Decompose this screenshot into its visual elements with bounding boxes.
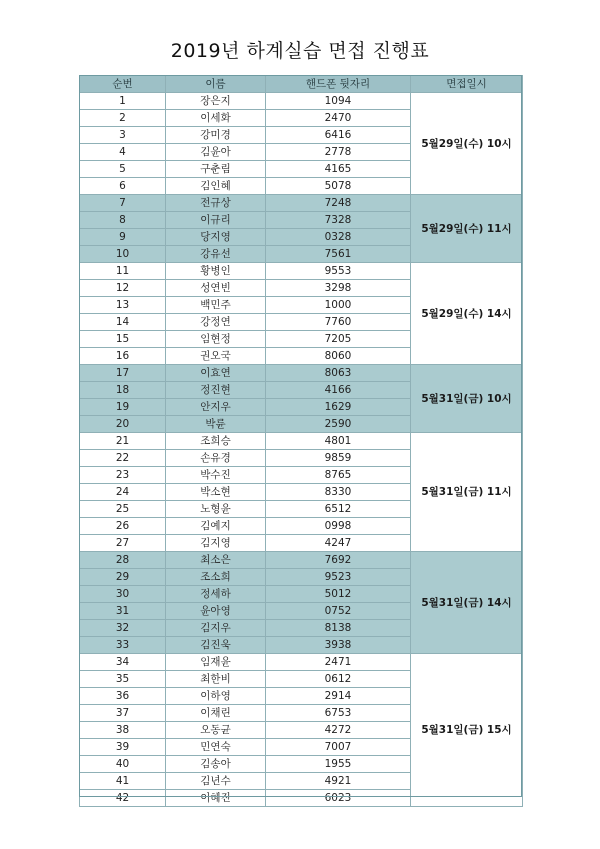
row-number: 16 [80, 348, 166, 365]
row-name: 김인혜 [166, 178, 266, 195]
row-number: 25 [80, 501, 166, 518]
row-phone-last4: 1094 [266, 93, 411, 110]
row-phone-last4: 7692 [266, 552, 411, 569]
table-row [80, 552, 523, 569]
row-number: 13 [80, 297, 166, 314]
col-header-phone: 핸드폰 뒷자리 [266, 76, 411, 93]
row-phone-last4: 7328 [266, 212, 411, 229]
row-name: 안지우 [166, 399, 266, 416]
row-number: 9 [80, 229, 166, 246]
row-phone-last4: 4272 [266, 722, 411, 739]
row-number: 22 [80, 450, 166, 467]
table-row [80, 654, 523, 671]
row-number: 37 [80, 705, 166, 722]
row-number: 2 [80, 110, 166, 127]
row-name: 민연숙 [166, 739, 266, 756]
row-number: 36 [80, 688, 166, 705]
row-number: 4 [80, 144, 166, 161]
row-phone-last4: 8063 [266, 365, 411, 382]
row-number: 33 [80, 637, 166, 654]
row-phone-last4: 4247 [266, 535, 411, 552]
row-phone-last4: 2471 [266, 654, 411, 671]
row-phone-last4: 8060 [266, 348, 411, 365]
row-name: 임재윤 [166, 654, 266, 671]
row-phone-last4: 8330 [266, 484, 411, 501]
col-header-number: 순번 [80, 76, 166, 93]
row-name: 박소현 [166, 484, 266, 501]
row-phone-last4: 2914 [266, 688, 411, 705]
row-name: 이채린 [166, 705, 266, 722]
row-phone-last4: 7007 [266, 739, 411, 756]
row-name: 정진현 [166, 382, 266, 399]
row-number: 39 [80, 739, 166, 756]
row-phone-last4: 6023 [266, 790, 411, 807]
row-name: 당지영 [166, 229, 266, 246]
row-phone-last4: 1629 [266, 399, 411, 416]
row-number: 21 [80, 433, 166, 450]
row-number: 23 [80, 467, 166, 484]
interview-schedule-table [79, 75, 523, 807]
row-number: 34 [80, 654, 166, 671]
row-name: 강유선 [166, 246, 266, 263]
row-name: 황병인 [166, 263, 266, 280]
row-name: 김송아 [166, 756, 266, 773]
row-phone-last4: 2778 [266, 144, 411, 161]
row-phone-last4: 5078 [266, 178, 411, 195]
row-name: 김년수 [166, 773, 266, 790]
row-number: 27 [80, 535, 166, 552]
row-name: 손유경 [166, 450, 266, 467]
row-number: 10 [80, 246, 166, 263]
row-number: 31 [80, 603, 166, 620]
row-phone-last4: 4921 [266, 773, 411, 790]
interview-datetime: 5월29일(수) 10시 [411, 93, 523, 195]
row-name: 강정연 [166, 314, 266, 331]
row-phone-last4: 3938 [266, 637, 411, 654]
row-name: 윤아영 [166, 603, 266, 620]
interview-datetime: 5월29일(수) 14시 [411, 263, 523, 365]
row-name: 이혜진 [166, 790, 266, 807]
row-name: 이규리 [166, 212, 266, 229]
row-phone-last4: 5012 [266, 586, 411, 603]
row-phone-last4: 9553 [266, 263, 411, 280]
row-number: 15 [80, 331, 166, 348]
row-number: 1 [80, 93, 166, 110]
row-number: 35 [80, 671, 166, 688]
row-name: 박수진 [166, 467, 266, 484]
row-phone-last4: 9859 [266, 450, 411, 467]
interview-datetime: 5월29일(수) 11시 [411, 195, 523, 263]
row-number: 28 [80, 552, 166, 569]
row-number: 20 [80, 416, 166, 433]
row-phone-last4: 1000 [266, 297, 411, 314]
row-phone-last4: 7248 [266, 195, 411, 212]
row-number: 14 [80, 314, 166, 331]
row-phone-last4: 7561 [266, 246, 411, 263]
row-number: 26 [80, 518, 166, 535]
row-number: 30 [80, 586, 166, 603]
row-name: 박륜 [166, 416, 266, 433]
row-name: 전규상 [166, 195, 266, 212]
row-name: 성연빈 [166, 280, 266, 297]
row-name: 장은지 [166, 93, 266, 110]
row-phone-last4: 1955 [266, 756, 411, 773]
row-number: 18 [80, 382, 166, 399]
row-number: 41 [80, 773, 166, 790]
row-number: 42 [80, 790, 166, 807]
row-number: 40 [80, 756, 166, 773]
row-name: 김지영 [166, 535, 266, 552]
table-row [80, 93, 523, 110]
row-name: 최소은 [166, 552, 266, 569]
col-header-datetime: 면접일시 [411, 76, 523, 93]
row-name: 이세화 [166, 110, 266, 127]
row-number: 5 [80, 161, 166, 178]
row-number: 38 [80, 722, 166, 739]
row-name: 최한비 [166, 671, 266, 688]
row-name: 강미경 [166, 127, 266, 144]
row-name: 김예지 [166, 518, 266, 535]
table-row [80, 365, 523, 382]
row-phone-last4: 8765 [266, 467, 411, 484]
row-phone-last4: 3298 [266, 280, 411, 297]
row-phone-last4: 6753 [266, 705, 411, 722]
row-phone-last4: 0328 [266, 229, 411, 246]
row-number: 17 [80, 365, 166, 382]
row-name: 이하영 [166, 688, 266, 705]
schedule-body [80, 93, 523, 807]
interview-datetime: 5월31일(금) 11시 [411, 433, 523, 552]
header-row [80, 76, 523, 93]
row-phone-last4: 4166 [266, 382, 411, 399]
interview-datetime: 5월31일(금) 15시 [411, 654, 523, 807]
row-name: 조소희 [166, 569, 266, 586]
row-phone-last4: 8138 [266, 620, 411, 637]
row-phone-last4: 7760 [266, 314, 411, 331]
row-phone-last4: 0752 [266, 603, 411, 620]
row-phone-last4: 2590 [266, 416, 411, 433]
row-number: 24 [80, 484, 166, 501]
page-title: 2019년 하계실습 면접 진행표 [170, 40, 430, 62]
row-name: 김윤아 [166, 144, 266, 161]
row-number: 8 [80, 212, 166, 229]
row-number: 11 [80, 263, 166, 280]
col-header-name: 이름 [166, 76, 266, 93]
row-name: 임현정 [166, 331, 266, 348]
row-phone-last4: 6416 [266, 127, 411, 144]
row-number: 29 [80, 569, 166, 586]
interview-datetime: 5월31일(금) 14시 [411, 552, 523, 654]
row-name: 김진욱 [166, 637, 266, 654]
row-name: 정세하 [166, 586, 266, 603]
row-name: 백민주 [166, 297, 266, 314]
row-phone-last4: 4165 [266, 161, 411, 178]
row-phone-last4: 6512 [266, 501, 411, 518]
row-number: 32 [80, 620, 166, 637]
table-row [80, 195, 523, 212]
row-name: 노형윤 [166, 501, 266, 518]
row-number: 3 [80, 127, 166, 144]
row-phone-last4: 7205 [266, 331, 411, 348]
interview-datetime: 5월31일(금) 10시 [411, 365, 523, 433]
row-phone-last4: 0998 [266, 518, 411, 535]
row-name: 조희승 [166, 433, 266, 450]
row-name: 구춘림 [166, 161, 266, 178]
table-row [80, 263, 523, 280]
row-phone-last4: 4801 [266, 433, 411, 450]
row-phone-last4: 9523 [266, 569, 411, 586]
row-number: 7 [80, 195, 166, 212]
row-number: 12 [80, 280, 166, 297]
row-number: 19 [80, 399, 166, 416]
row-phone-last4: 0612 [266, 671, 411, 688]
row-number: 6 [80, 178, 166, 195]
row-name: 오동균 [166, 722, 266, 739]
table-row [80, 433, 523, 450]
row-name: 이효연 [166, 365, 266, 382]
row-phone-last4: 2470 [266, 110, 411, 127]
row-name: 권오국 [166, 348, 266, 365]
row-name: 김지우 [166, 620, 266, 637]
